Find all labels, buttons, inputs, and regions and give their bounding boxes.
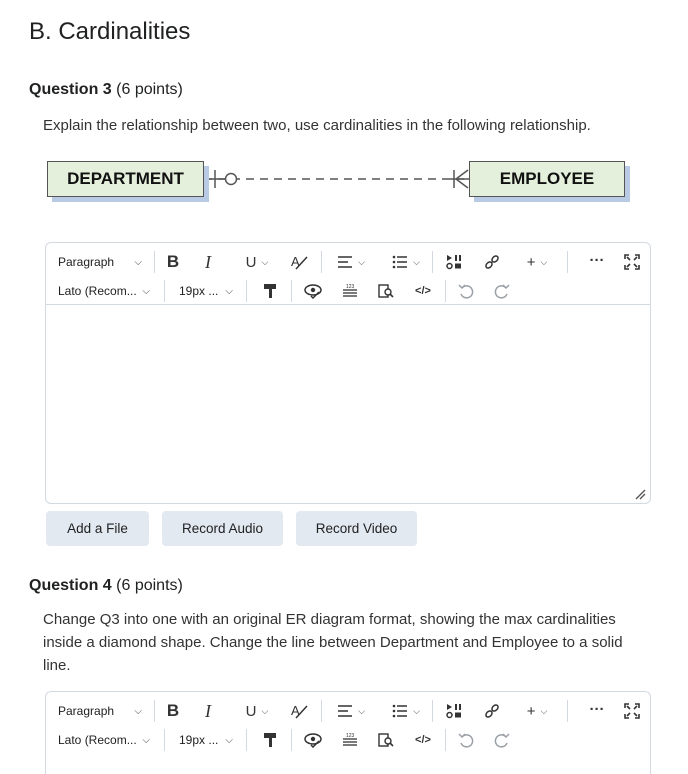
insert-link-button[interactable]: [482, 251, 502, 273]
chevron-down-icon: ⌵: [413, 256, 420, 267]
question-4-header: [29, 577, 183, 595]
divider: [291, 280, 292, 302]
question-3-text: Explain the relationship between two, use cardinalities in the following relationship.: [43, 117, 591, 134]
insert-link-button[interactable]: [482, 700, 502, 722]
chevron-down-icon: ⌵: [142, 285, 150, 297]
question-4-text: Change Q3 into one with an original ER diagram format, showing the max cardinalities inside a diamond shape. Change the line between Department and Employee to a solid line.: [43, 611, 623, 674]
divider: [321, 251, 322, 273]
section-title: B. Cardinalities: [29, 18, 191, 45]
accessibility-check-icon: [304, 732, 322, 748]
editor-toolbar: [46, 692, 650, 754]
zero-mark: [226, 174, 237, 185]
font-select[interactable]: [58, 280, 150, 302]
more-options-button[interactable]: ···: [589, 251, 605, 269]
divider: [445, 280, 446, 302]
italic-button[interactable]: I: [205, 700, 211, 721]
link-icon: [484, 254, 500, 270]
accessibility-checker-button[interactable]: [303, 280, 323, 302]
divider: [445, 729, 446, 751]
format-painter-button[interactable]: [260, 280, 280, 302]
fullscreen-button[interactable]: [622, 700, 642, 722]
er-diagram: [46, 161, 636, 207]
font-size-label: 19px ...: [179, 733, 219, 747]
question-4-number: Question 4: [29, 577, 112, 594]
divider: [246, 280, 247, 302]
divider: [154, 251, 155, 273]
divider: [164, 729, 165, 751]
redo-icon: [494, 283, 510, 299]
source-code-button[interactable]: </>: [415, 285, 431, 297]
font-size-label: 19px ...: [179, 284, 219, 298]
bold-button[interactable]: B: [166, 701, 180, 720]
find-replace-icon: [378, 283, 394, 299]
align-button[interactable]: [333, 700, 369, 722]
divider: [164, 280, 165, 302]
question-4-points: (6 points): [116, 577, 183, 594]
editor-content-area[interactable]: [46, 305, 650, 504]
align-button[interactable]: [333, 251, 369, 273]
format-select[interactable]: [58, 251, 142, 273]
media-icon: [446, 254, 462, 270]
editor-toolbar: [46, 243, 650, 305]
font-select-label: Lato (Recom...: [58, 284, 137, 298]
font-size-select[interactable]: [179, 280, 233, 302]
chevron-down-icon: ⌵: [142, 734, 150, 746]
chevron-down-icon: ⌵: [358, 256, 365, 267]
italic-button[interactable]: I: [205, 251, 211, 272]
bold-button[interactable]: B: [166, 252, 180, 271]
underline-icon: U: [245, 253, 257, 271]
svg-text:123: 123: [346, 284, 355, 290]
paint-roller-icon: [263, 283, 277, 299]
text-color-icon: [290, 703, 308, 719]
chevron-down-icon: ⌵: [225, 285, 233, 297]
expand-icon: [624, 703, 640, 719]
find-replace-icon: [378, 732, 394, 748]
undo-button[interactable]: [456, 280, 476, 302]
chevron-down-icon: ⌵: [134, 256, 142, 268]
question-3-number: Question 3: [29, 81, 112, 98]
crowfoot-mark: [456, 170, 468, 179]
text-color-icon: [290, 254, 308, 270]
equation-button[interactable]: [340, 280, 360, 302]
undo-icon: [458, 283, 474, 299]
media-icon: [446, 703, 462, 719]
divider: [567, 700, 568, 722]
insert-more-button[interactable]: [522, 251, 552, 273]
chevron-down-icon: ⌵: [225, 734, 233, 746]
equation-icon: [342, 733, 358, 747]
list-button[interactable]: [388, 700, 424, 722]
list-icon: [392, 704, 408, 718]
plus-icon: +: [526, 702, 536, 720]
insert-media-button[interactable]: [444, 700, 464, 722]
divider: [567, 251, 568, 273]
accessibility-checker-button[interactable]: [303, 729, 323, 751]
record-audio-button[interactable]: Record Audio: [162, 511, 283, 546]
redo-button[interactable]: [492, 280, 512, 302]
list-button[interactable]: [388, 251, 424, 273]
undo-button[interactable]: [456, 729, 476, 751]
paint-roller-icon: [263, 732, 277, 748]
chevron-down-icon: ⌵: [261, 705, 269, 716]
question-3-editor[interactable]: [45, 242, 651, 504]
undo-icon: [458, 732, 474, 748]
divider: [246, 729, 247, 751]
divider: [154, 700, 155, 722]
redo-button[interactable]: [492, 729, 512, 751]
question-4-editor[interactable]: [45, 691, 651, 774]
add-file-button[interactable]: Add a File: [46, 511, 149, 546]
resize-handle-icon[interactable]: [634, 488, 646, 500]
format-select-label: Paragraph: [58, 704, 115, 718]
underline-button[interactable]: [239, 700, 275, 722]
format-painter-button[interactable]: [260, 729, 280, 751]
chevron-down-icon: ⌵: [261, 256, 269, 267]
text-color-button[interactable]: [288, 251, 310, 273]
divider: [321, 700, 322, 722]
font-select[interactable]: [58, 729, 150, 751]
department-entity: DEPARTMENT: [47, 161, 204, 197]
find-replace-button[interactable]: [376, 280, 396, 302]
chevron-down-icon: ⌵: [413, 705, 420, 716]
svg-text:A: A: [291, 254, 300, 269]
question-3-points: (6 points): [116, 81, 183, 98]
divider: [432, 251, 433, 273]
plus-icon: +: [526, 253, 536, 271]
equation-button[interactable]: [340, 729, 360, 751]
redo-icon: [494, 732, 510, 748]
chevron-down-icon: ⌵: [540, 705, 548, 716]
format-select-label: Paragraph: [58, 255, 115, 269]
record-video-button[interactable]: Record Video: [296, 511, 417, 546]
svg-text:A: A: [291, 703, 300, 718]
divider: [432, 700, 433, 722]
insert-more-button[interactable]: [522, 700, 552, 722]
list-icon: [392, 255, 408, 269]
source-code-button[interactable]: </>: [415, 734, 431, 746]
insert-media-button[interactable]: [444, 251, 464, 273]
align-left-icon: [337, 255, 353, 269]
employee-entity: EMPLOYEE: [469, 161, 625, 197]
font-size-select[interactable]: [179, 729, 233, 751]
chevron-down-icon: ⌵: [540, 256, 548, 267]
expand-icon: [624, 254, 640, 270]
find-replace-button[interactable]: [376, 729, 396, 751]
align-left-icon: [337, 704, 353, 718]
underline-icon: U: [245, 702, 257, 720]
fullscreen-button[interactable]: [622, 251, 642, 273]
format-select[interactable]: [58, 700, 142, 722]
link-icon: [484, 703, 500, 719]
accessibility-check-icon: [304, 283, 322, 299]
chevron-down-icon: ⌵: [134, 705, 142, 717]
font-select-label: Lato (Recom...: [58, 733, 137, 747]
divider: [291, 729, 292, 751]
chevron-down-icon: ⌵: [358, 705, 365, 716]
text-color-button[interactable]: [288, 700, 310, 722]
question-3-header: [29, 81, 183, 99]
svg-text:123: 123: [346, 733, 355, 739]
equation-icon: [342, 284, 358, 298]
more-options-button[interactable]: ···: [589, 700, 605, 718]
underline-button[interactable]: [239, 251, 275, 273]
